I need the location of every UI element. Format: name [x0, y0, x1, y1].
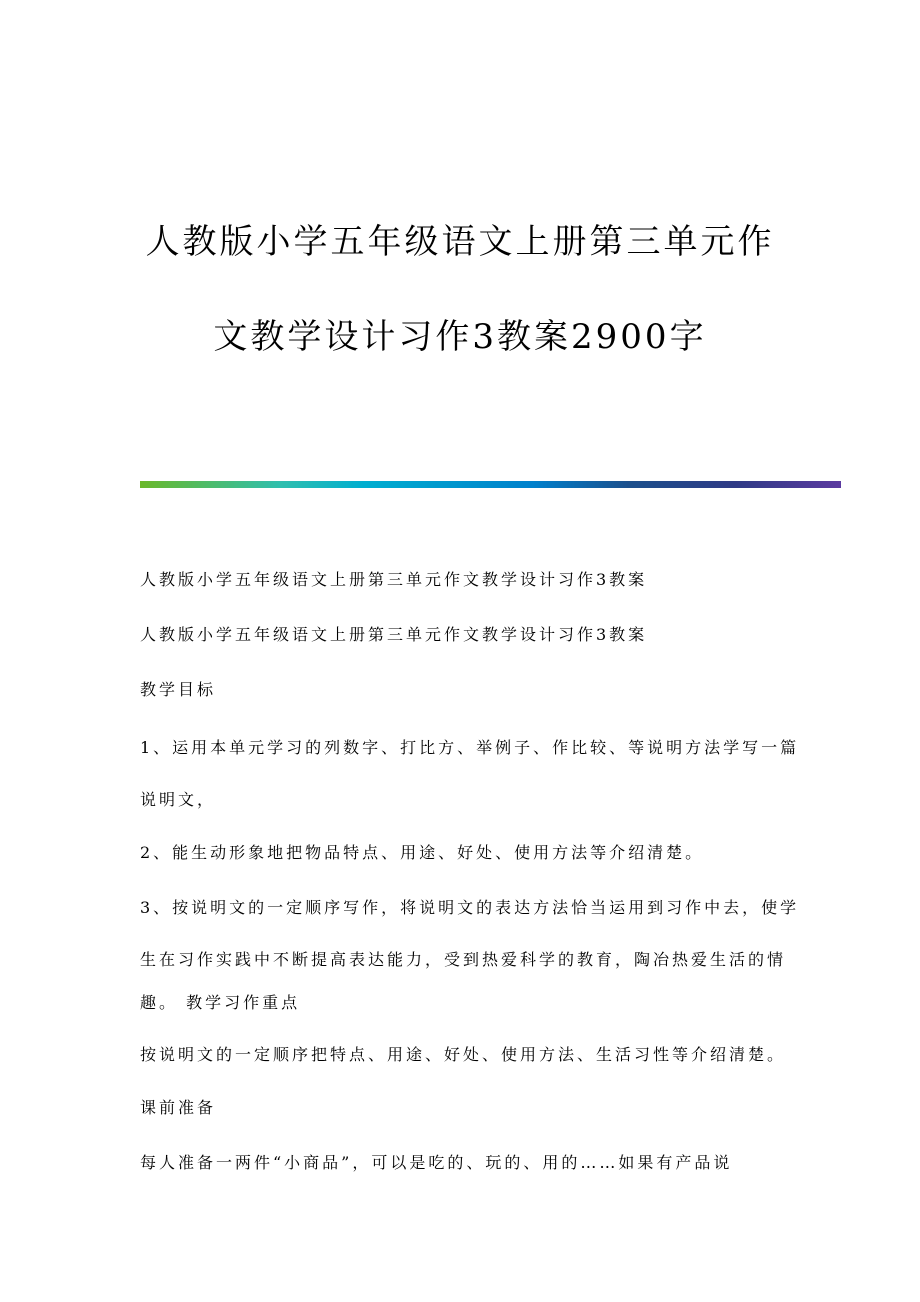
- body-line: 1、运用本单元学习的列数字、打比方、举例子、作比较、等说明方法学写一篇: [140, 738, 800, 757]
- section-heading: 课前准备: [140, 1098, 217, 1117]
- body-line: 3、按说明文的一定顺序写作，将说明文的表达方法恰当运用到习作中去，使学: [140, 898, 800, 917]
- body-line: 按说明文的一定顺序把特点、用途、好处、使用方法、生活习性等介绍清楚。: [140, 1045, 787, 1064]
- body-line: 生在习作实践中不断提高表达能力，受到热爱科学的教育，陶冶热爱生活的情: [140, 950, 787, 969]
- document-title-line-2: 文教学设计习作3教案2900字: [213, 317, 707, 357]
- body-line: 趣。 教学习作重点: [140, 993, 301, 1012]
- body-line: 2、能生动形象地把物品特点、用途、好处、使用方法等介绍清楚。: [140, 843, 705, 862]
- section-heading: 教学目标: [140, 680, 217, 699]
- document-title-line-1: 人教版小学五年级语文上册第三单元作: [145, 222, 775, 262]
- body-line: 说明文，: [140, 790, 217, 809]
- body-line: 人教版小学五年级语文上册第三单元作文教学设计习作3教案: [140, 570, 648, 589]
- gradient-divider: [140, 481, 841, 488]
- body-line: 每人准备一两件“小商品”，可以是吃的、玩的、用的……如果有产品说: [140, 1153, 733, 1172]
- body-line: 人教版小学五年级语文上册第三单元作文教学设计习作3教案: [140, 625, 648, 644]
